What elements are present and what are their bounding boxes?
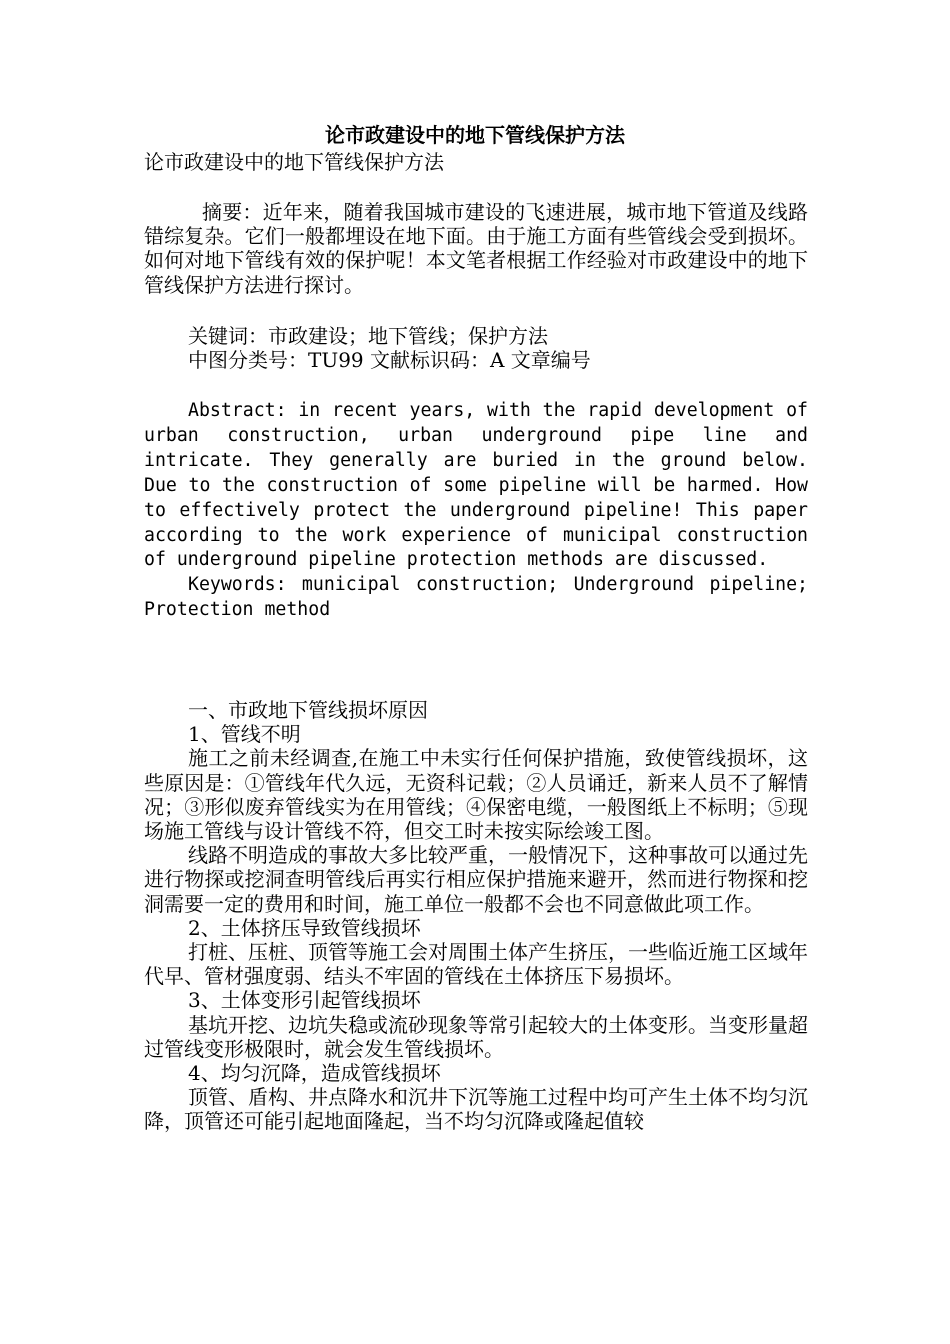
section1-heading: 一、市政地下管线损坏原因	[188, 698, 428, 722]
sub2-paragraph: 打桩、压桩、顶管等施工会对周围土体产生挤压，一些临近施工区域年代早、管材强度弱、结头不牢固的管线在土体挤压下易损坏。	[144, 940, 808, 989]
sub1-heading: 1、管线不明	[188, 722, 301, 747]
document-title: 论市政建设中的地下管线保护方法	[325, 123, 625, 147]
sub1-paragraph-1: 施工之前未经调查,在施工中未实行任何保护措施，致使管线损坏，这些原因是：①管线年代久远，无资科记载；②人员诵迁，新来人员不了解情况；③形似废弃管线实为在用管线；④保密电缆，一般图纸上不标明；⑤现场施工管线与设计管线不符，但交工时未按实际绘竣工图。	[144, 746, 808, 844]
document-subtitle: 论市政建设中的地下管线保护方法	[144, 150, 444, 174]
section-1	[144, 698, 808, 1134]
classification-line: 中图分类号：TU99 文献标识码：A 文章编号	[188, 348, 591, 373]
keywords-zh: 关键词：市政建设；地下管线；保护方法	[188, 324, 548, 348]
sub2-heading: 2、土体挤压导致管线损坏	[188, 915, 421, 940]
sub4-heading: 4、均匀沉降，造成管线损坏	[188, 1061, 441, 1086]
abstract-en-block	[144, 399, 808, 623]
sub1-paragraph-2: 线路不明造成的事故大多比较严重，一般情况下，这种事故可以通过先进行物探或挖洞查明管线后再实行相应保护措施来避开，然而进行物探和挖洞需要一定的费用和时间，施工单位一般都不会也不同意做此项工作。	[144, 843, 808, 916]
abstract-en: Abstract: in recent years, with the rapid development of urban construction, urban underground pipe line and intricate. They generally are buried in the ground below. Due to the construction of some pipeline will be harmed. How to effectively protect the underground pipeline! This paper according to the work experience of municipal construction of underground pipeline protection methods are discussed.	[144, 400, 808, 571]
abstract-zh-block	[144, 200, 808, 297]
abstract-zh: 摘要：近年来，随着我国城市建设的飞速进展，城市地下管道及线路错综复杂。它们一般都埋设在地下面。由于施工方面有些管线会受到损坏。如何对地下管线有效的保护呢！本文笔者根据工作经验对市政建设中的地下管线保护方法进行探讨。	[144, 200, 808, 297]
sub3-paragraph: 基坑开挖、边坑失稳或流砂现象等常引起较大的土体变形。当变形量超过管线变形极限时，就会发生管线损坏。	[144, 1012, 808, 1061]
keywords-zh-block	[144, 324, 808, 372]
sub3-heading: 3、土体变形引起管线损坏	[188, 988, 421, 1013]
keywords-en: Keywords: municipal construction; Underground pipeline; Protection method	[144, 574, 808, 621]
sub4-paragraph: 顶管、盾构、井点降水和沉井下沉等施工过程中均可产生土体不均匀沉降，顶管还可能引起地面隆起，当不均匀沉降或隆起值较	[144, 1085, 808, 1134]
